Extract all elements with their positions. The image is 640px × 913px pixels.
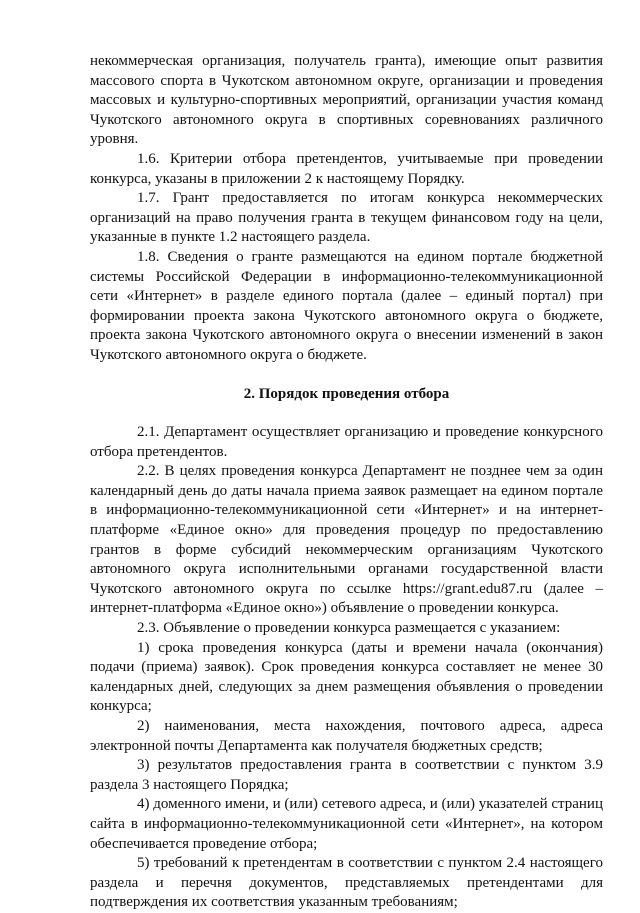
paragraph-1-8: 1.8. Сведения о гранте размещаются на едином портале бюджетной системы Российской Федерации в информационно-телекоммуникационной сети «Интернет» в разделе единого портала (далее – единый портал) при формировании проекта закона Чукотского автономного округа о бюджете, проекта закона Чукотского автономного округа о внесении изменений в закон Чукотского автономного округа о бюджете.	[90, 248, 603, 363]
list-item-2: 2) наименования, места нахождения, почтового адреса, адреса электронной почты Департамента как получателя бюджетных средств;	[90, 718, 603, 754]
list-item-1: 1) срока проведения конкурса (даты и времени начала (окончания) подачи (приема) заявок). Срок проведения конкурса составляет не менее 30 календарных дней, следующих за днем размещения объявления о проведении конкурса;	[90, 639, 603, 715]
section-heading: 2. Порядок проведения отбора	[243, 385, 450, 402]
paragraph-2-1: 2.1. Департамент осуществляет организацию и проведение конкурсного отбора претендентов.	[90, 424, 603, 460]
paragraph-continuation: некоммерческая организация, получатель гранта), имеющие опыт развития массового спорта в Чукотском автономном округе, организации и проведения массовых и культурно-спортивных мероприятий, организации участия команд Чукотского автономного округа в спортивных соревнованиях различного уровня.	[90, 53, 603, 148]
paragraph-2-2: 2.2. В целях проведения конкурса Департамент не позднее чем за один календарный день до даты начала приема заявок размещает на едином портале в информационно-телекоммуникационной сети «Интернет» и на интернет-платформе «Единое окно» для проведения процедур по предоставлению грантов в форме субсидий некоммерческим организациям Чукотского автономного округа исполнительными органами государственной власти Чукотского автономного округа по ссылке https://grant.edu87.ru (далее – интернет-платформа «Единое окно») объявление о проведении конкурса.	[90, 463, 603, 617]
list-item-3: 3) результатов предоставления гранта в соответствии с пунктом 3.9 раздела 3 настоящего Порядка;	[90, 757, 603, 793]
paragraph-1-6: 1.6. Критерии отбора претендентов, учитываемые при проведении конкурса, указаны в приложении 2 к настоящему Порядку.	[90, 150, 603, 187]
list-item-5: 5) требований к претендентам в соответствии с пунктом 2.4 настоящего раздела и перечня документов, представляемых претендентами для подтверждения их соответствия указанным требованиям;	[90, 855, 603, 911]
paragraph-2-3: 2.3. Объявление о проведении конкурса размещается с указанием:	[137, 620, 561, 637]
document-body	[90, 52, 603, 913]
paragraph-1-7: 1.7. Грант предоставляется по итогам конкурса некоммерческих организаций на право получения гранта в текущем финансовом году на цели, указанные в пункте 1.2 настоящего раздела.	[90, 190, 603, 246]
list-item-4: 4) доменного имени, и (или) сетевого адреса, и (или) указателей страниц сайта в информационно-телекоммуникационной сети «Интернет», на котором обеспечивается проведение отбора;	[90, 796, 603, 852]
